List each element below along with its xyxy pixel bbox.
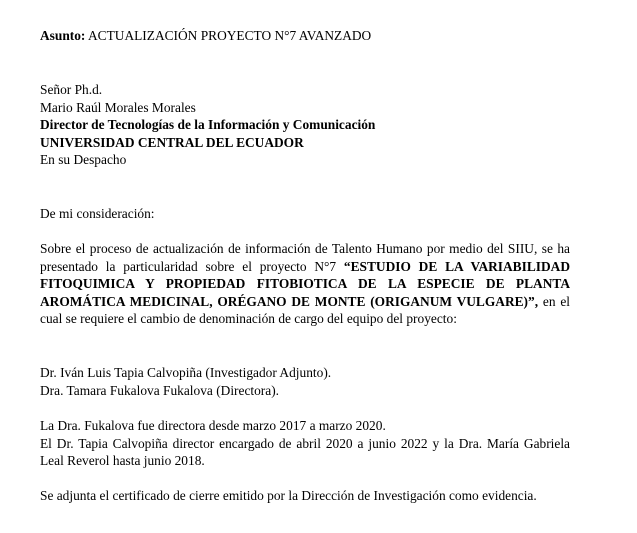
paragraph-rest: en el cual se requiere el cambio de denominación de cargo del equipo del proyecto: xyxy=(40,293,570,327)
recipient-institution: UNIVERSIDAD CENTRAL DEL ECUADOR xyxy=(40,134,304,150)
project-title: “ESTUDIO DE LA VARIABILIDAD FITOQUIMICA Y PROPIEDAD FITOBIOTICA DE LA ESPECIE DE PLANTA AROMÁTICA MEDICINAL, ORÉGANO DE MONTE (ORIGANUM VULGARE)”, xyxy=(40,258,570,309)
greeting: De mi consideración: xyxy=(40,206,155,221)
dates-block xyxy=(40,417,570,470)
subject-label: Asunto: xyxy=(40,28,86,43)
subject-text: ACTUALIZACIÓN PROYECTO N°7 AVANZADO xyxy=(85,28,372,43)
team-list xyxy=(40,364,331,399)
dates-line-2: El Dr. Tapia Calvopiña director encargado de abril 2020 a junio 2022 y la Dra. María Gabriela Leal Reverol hasta junio 2018. xyxy=(40,435,570,469)
team-member: Dr. Iván Luis Tapia Calvopiña (Investigador Adjunto). xyxy=(40,365,332,380)
recipient-name: Mario Raúl Morales Morales xyxy=(40,99,196,115)
paragraph-intro: Sobre el proceso de actualización de información de Talento Humano por medio del SIIU, se ha presentado la particularidad sobre el proyecto N°7 xyxy=(40,241,570,274)
paragraph-project xyxy=(40,240,570,328)
subject-line xyxy=(40,27,371,45)
attachment-paragraph: Se adjunta el certificado de cierre emitido por la Dirección de Investigación como evidencia. xyxy=(40,488,537,503)
recipient-block xyxy=(40,81,375,169)
recipient-position: Director de Tecnologías de la Información y Comunicación xyxy=(40,117,376,133)
dates-line-1: La Dra. Fukalova fue directora desde marzo 2017 a marzo 2020. xyxy=(40,418,386,433)
recipient-title: Señor Ph.d. xyxy=(40,82,103,97)
recipient-location: En su Despacho xyxy=(40,152,127,168)
team-member: Dra. Tamara Fukalova Fukalova (Directora). xyxy=(40,382,280,398)
